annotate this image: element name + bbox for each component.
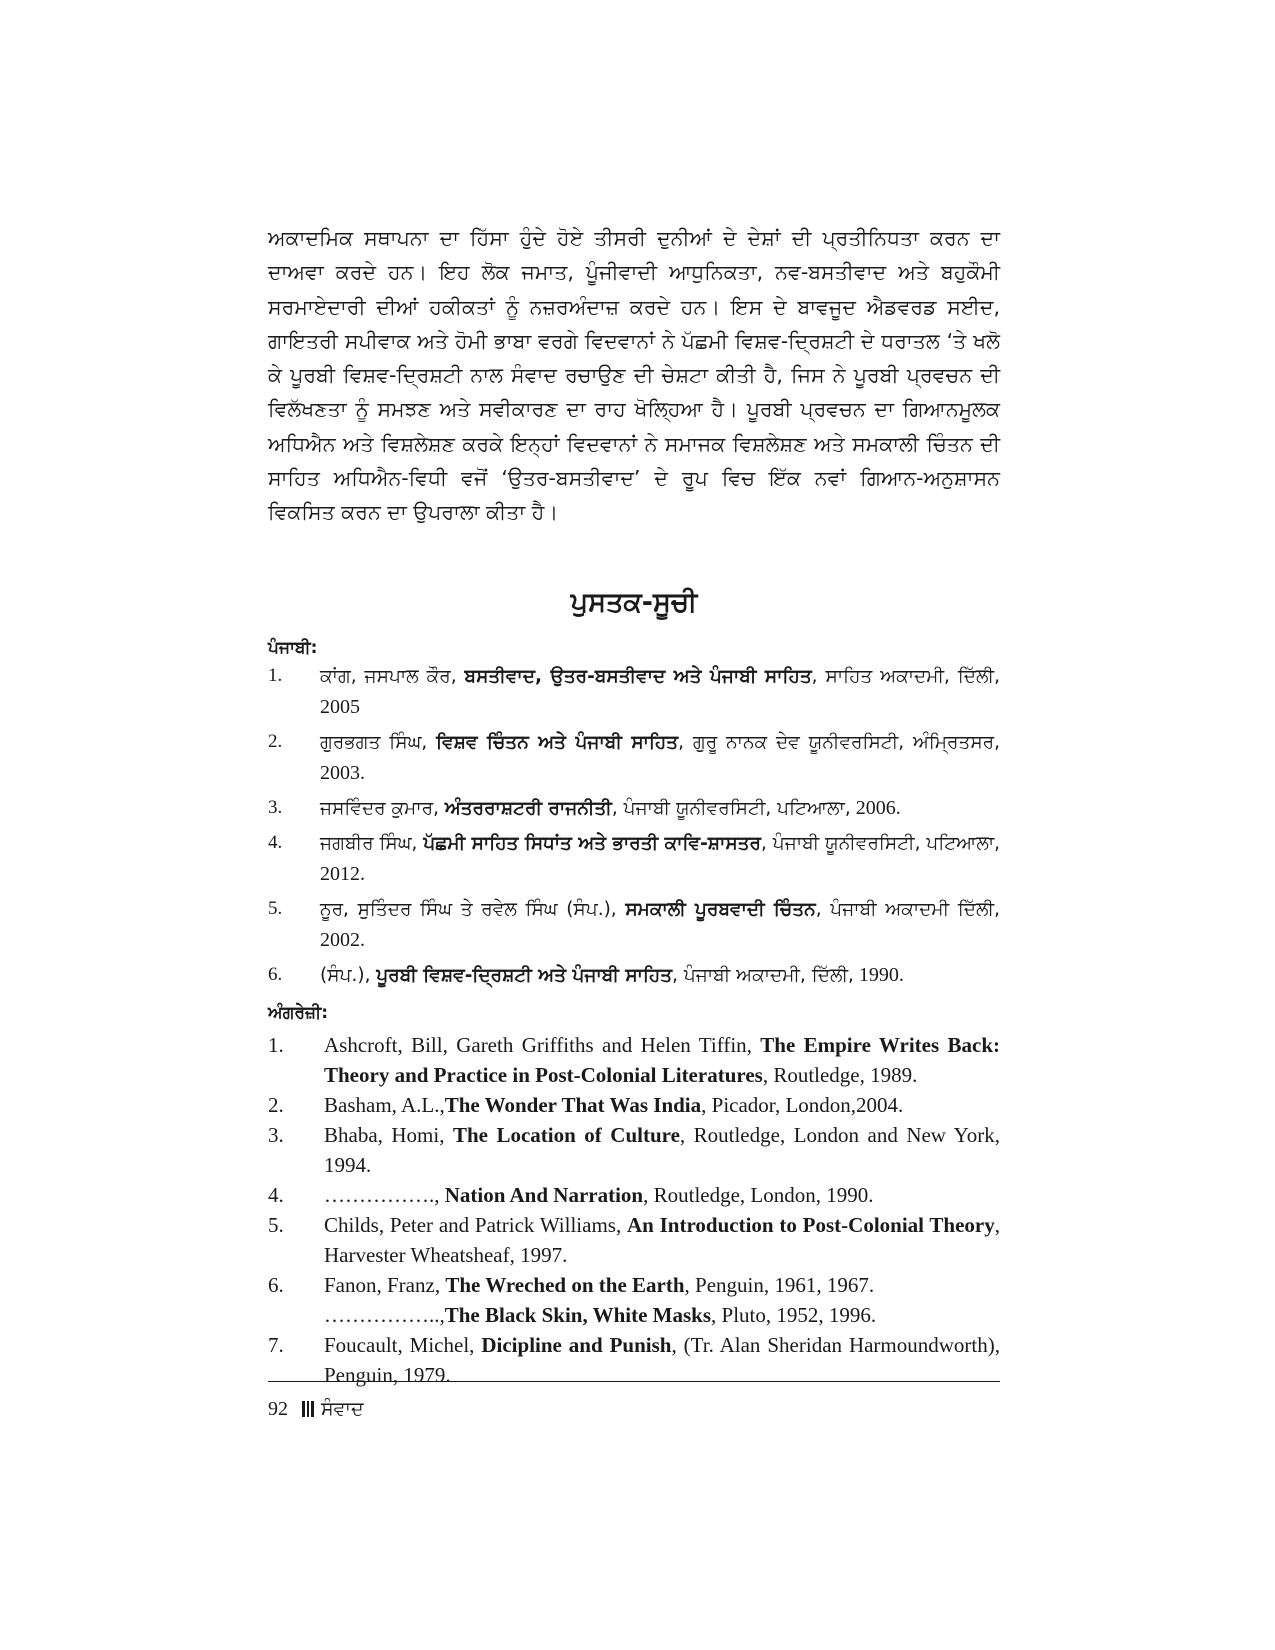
punjabi-reference-list [268,661,1000,995]
reference-text: ਕਾਂਗ, ਜਸਪਾਲ ਕੌਰ, ਬਸਤੀਵਾਦ, ਉਤਰ-ਬਸਤੀਵਾਦ ਅਤੇ ਪੰਜਾਬੀ ਸਾਹਿਤ, ਸਾਹਿਤ ਅਕਾਦਮੀ, ਦਿੱਲੀ, 2005 [320,666,1000,718]
reference-item [268,1300,1000,1330]
reference-title: ਪੱਛਮੀ ਸਾਹਿਤ ਸਿਧਾਂਤ ਅਤੇ ਭਾਰਤੀ ਕਾਵਿ-ਸ਼ਾਸਤਰ [423,833,761,854]
reference-number: 3. [268,797,283,818]
reference-title: The Empire Writes Back: Theory and Practice in Post-Colonial Literatures [324,1033,1000,1087]
reference-number: 6. [268,964,283,985]
reference-number: 1. [268,1033,284,1057]
reference-item [268,1030,1000,1090]
reference-text: ਨੂਰ, ਸੁਤਿੰਦਰ ਸਿੰਘ ਤੇ ਰਵੇਲ ਸਿੰਘ (ਸੰਪ.), ਸਮਕਾਲੀ ਪੂਰਬਵਾਦੀ ਚਿੰਤਨ, ਪੰਜਾਬੀ ਅਕਾਦਮੀ ਦਿੱਲੀ, 2002. [320,899,1000,951]
reference-item [268,828,1000,890]
reference-item [268,661,1000,723]
reference-title: ਬਸਤੀਵਾਦ, ਉਤਰ-ਬਸਤੀਵਾਦ ਅਤੇ ਪੰਜਾਬੀ ਸਾਹਿਤ [464,666,812,687]
reference-item [268,1090,1000,1120]
reference-title: The Black Skin, White Masks [444,1303,712,1327]
reference-number: 2. [268,1093,284,1117]
bibliography-heading: ਪੁਸਤਕ-ਸੂਚੀ [570,587,698,618]
reference-number: 2. [268,731,283,752]
reference-title: The Wreched on the Earth [445,1273,685,1297]
reference-number: 7. [268,1333,284,1357]
reference-text: Foucault, Michel, Dicipline and Punish, (Tr. Alan Sheridan Harmoundworth), Penguin, 1979. [324,1333,1000,1387]
reference-title: The Location of Culture [452,1123,680,1147]
reference-title: Nation And Narration [444,1183,644,1207]
reference-number: 3. [268,1123,284,1147]
english-section-label: ਅੰਗਰੇਜ਼ੀ: [268,1003,328,1023]
reference-title: ਅੰਤਰਰਾਸ਼ਟਰੀ ਰਾਜਨੀਤੀ [444,798,612,819]
reference-item [268,1120,1000,1180]
reference-text: Bhaba, Homi, The Location of Culture, Routledge, London and New York, 1994. [324,1123,1000,1177]
reference-item [268,793,1000,824]
body-paragraph: ਅਕਾਦਮਿਕ ਸਥਾਪਨਾ ਦਾ ਹਿੱਸਾ ਹੁੰਦੇ ਹੋਏ ਤੀਸਰੀ ਦੁਨੀਆਂ ਦੇ ਦੇਸ਼ਾਂ ਦੀ ਪ੍ਰਤੀਨਿਧਤਾ ਕਰਨ ਦਾ ਦਾਅਵਾ ਕਰਦੇ ਹਨ। ਇਹ ਲੋਕ ਜਮਾਤ, ਪੂੰਜੀਵਾਦੀ ਆਧੁਨਿਕਤਾ, ਨਵ-ਬਸਤੀਵਾਦ ਅਤੇ ਬਹੁਕੌਮੀ ਸਰਮਾਏਦਾਰੀ ਦੀਆਂ ਹਕੀਕਤਾਂ ਨੂੰ ਨਜ਼ਰਅੰਦਾਜ਼ ਕਰਦੇ ਹਨ। ਇਸ ਦੇ ਬਾਵਜੂਦ ਐਡਵਰਡ ਸਈਦ, ਗਾਇਤਰੀ ਸਪੀਵਾਕ ਅਤੇ ਹੋਮੀ ਭਾਬਾ ਵਰਗੇ ਵਿਦਵਾਨਾਂ ਨੇ ਪੱਛਮੀ ਵਿਸ਼ਵ-ਦ੍ਰਿਸ਼ਟੀ ਦੇ ਧਰਾਤਲ ‘ਤੇ ਖਲੋ ਕੇ ਪੂਰਬੀ ਵਿਸ਼ਵ-ਦ੍ਰਿਸ਼ਟੀ ਨਾਲ ਸੰਵਾਦ ਰਚਾਉਣ ਦੀ ਚੇਸ਼ਟਾ ਕੀਤੀ ਹੈ, ਜਿਸ ਨੇ ਪੂਰਬੀ ਪ੍ਰਵਚਨ ਦੀ ਵਿਲੱਖਣਤਾ ਨੂੰ ਸਮਝਣ ਅਤੇ ਸਵੀਕਾਰਣ ਦਾ ਰਾਹ ਖੋਲ੍ਹਿਆ ਹੈ। ਪੂਰਬੀ ਪ੍ਰਵਚਨ ਦਾ ਗਿਆਨਮੂਲਕ ਅਧਿਐਨ ਅਤੇ ਵਿਸ਼ਲੇਸ਼ਣ ਕਰਕੇ ਇਨ੍ਹਾਂ ਵਿਦਵਾਨਾਂ ਨੇ ਸਮਾਜਕ ਵਿਸ਼ਲੇਸ਼ਣ ਅਤੇ ਸਮਕਾਲੀ ਚਿੰਤਨ ਦੀ ਸਾਹਿਤ ਅਧਿਐਨ-ਵਿਧੀ ਵਜੋਂ ‘ਉਤਰ-ਬਸਤੀਵਾਦ’ ਦੇ ਰੂਪ ਵਿਚ ਇੱਕ ਨਵਾਂ ਗਿਆਨ-ਅਨੁਸ਼ਾਸਨ ਵਿਕਸਿਤ ਕਰਨ ਦਾ ਉਪਰਾਲਾ ਕੀਤਾ ਹੈ। [268,226,1000,525]
footer-divider [268,1381,1000,1382]
reference-text: (ਸੰਪ.), ਪੂਰਬੀ ਵਿਸ਼ਵ-ਦ੍ਰਿਸ਼ਟੀ ਅਤੇ ਪੰਜਾਬੀ ਸਾਹਿਤ, ਪੰਜਾਬੀ ਅਕਾਦਮੀ, ਦਿੱਲੀ, 1990. [320,964,904,986]
reference-text: ਜਗਬੀਰ ਸਿੰਘ, ਪੱਛਮੀ ਸਾਹਿਤ ਸਿਧਾਂਤ ਅਤੇ ਭਾਰਤੀ ਕਾਵਿ-ਸ਼ਾਸਤਰ, ਪੰਜਾਬੀ ਯੂਨੀਵਰਸਿਟੀ, ਪਟਿਆਲਾ, 2012. [320,833,1000,885]
reference-item [268,727,1000,789]
reference-title: ਵਿਸ਼ਵ ਚਿੰਤਨ ਅਤੇ ਪੰਜਾਬੀ ਸਾਹਿਤ [436,732,679,753]
reference-number: 4. [268,1183,284,1207]
reference-title: An Introduction to Post-Colonial Theory [627,1213,995,1237]
reference-text: Basham, A.L.,The Wonder That Was India, Picador, London,2004. [324,1093,904,1117]
reference-text: ਗੁਰਭਗਤ ਸਿੰਘ, ਵਿਸ਼ਵ ਚਿੰਤਨ ਅਤੇ ਪੰਜਾਬੀ ਸਾਹਿਤ, ਗੁਰੂ ਨਾਨਕ ਦੇਵ ਯੂਨੀਵਰਸਿਟੀ, ਅੰਮ੍ਰਿਤਸਰ, 2003. [320,732,1000,784]
reference-text: Ashcroft, Bill, Gareth Griffiths and Helen Tiffin, The Empire Writes Back: Theory and Practice in Post-Colonial Literatures, Routledge, 1989. [324,1033,1000,1087]
reference-number: 4. [268,832,283,853]
journal-logo-bars-icon [302,1401,314,1417]
reference-text: ਜਸਵਿੰਦਰ ਕੁਮਾਰ, ਅੰਤਰਰਾਸ਼ਟਰੀ ਰਾਜਨੀਤੀ, ਪੰਜਾਬੀ ਯੂਨੀਵਰਸਿਟੀ, ਪਟਿਆਲਾ, 2006. [320,797,901,819]
reference-title: The Wonder That Was India [444,1093,702,1117]
reference-item [268,1210,1000,1270]
page-footer [268,1396,364,1422]
reference-number: 5. [268,1213,284,1237]
reference-item [268,894,1000,956]
reference-item [268,1270,1000,1300]
reference-number: 6. [268,1273,284,1297]
journal-name: ਸੰਵਾਦ [321,1398,364,1420]
reference-title: ਸਮਕਾਲੀ ਪੂਰਬਵਾਦੀ ਚਿੰਤਨ [625,899,816,920]
reference-number: 1. [268,665,283,686]
english-reference-list [268,1030,1000,1390]
punjabi-section-label: ਪੰਜਾਬੀ: [268,638,318,658]
reference-text: ……………., Nation And Narration, Routledge, London, 1990. [324,1183,874,1207]
reference-item [268,1180,1000,1210]
reference-text: Fanon, Franz, The Wreched on the Earth, Penguin, 1961, 1967. [324,1273,875,1297]
reference-text: Childs, Peter and Patrick Williams, An Introduction to Post-Colonial Theory, Harvester Wheatsheaf, 1997. [324,1213,1000,1267]
page-number: 92 [268,1398,288,1420]
reference-title: Dicipline and Punish [481,1333,672,1357]
reference-number: 5. [268,898,283,919]
reference-item [268,960,1000,991]
reference-title: ਪੂਰਬੀ ਵਿਸ਼ਵ-ਦ੍ਰਿਸ਼ਟੀ ਅਤੇ ਪੰਜਾਬੀ ਸਾਹਿਤ [376,965,673,986]
reference-text: ……………..,The Black Skin, White Masks, Pluto, 1952, 1996. [324,1303,877,1327]
